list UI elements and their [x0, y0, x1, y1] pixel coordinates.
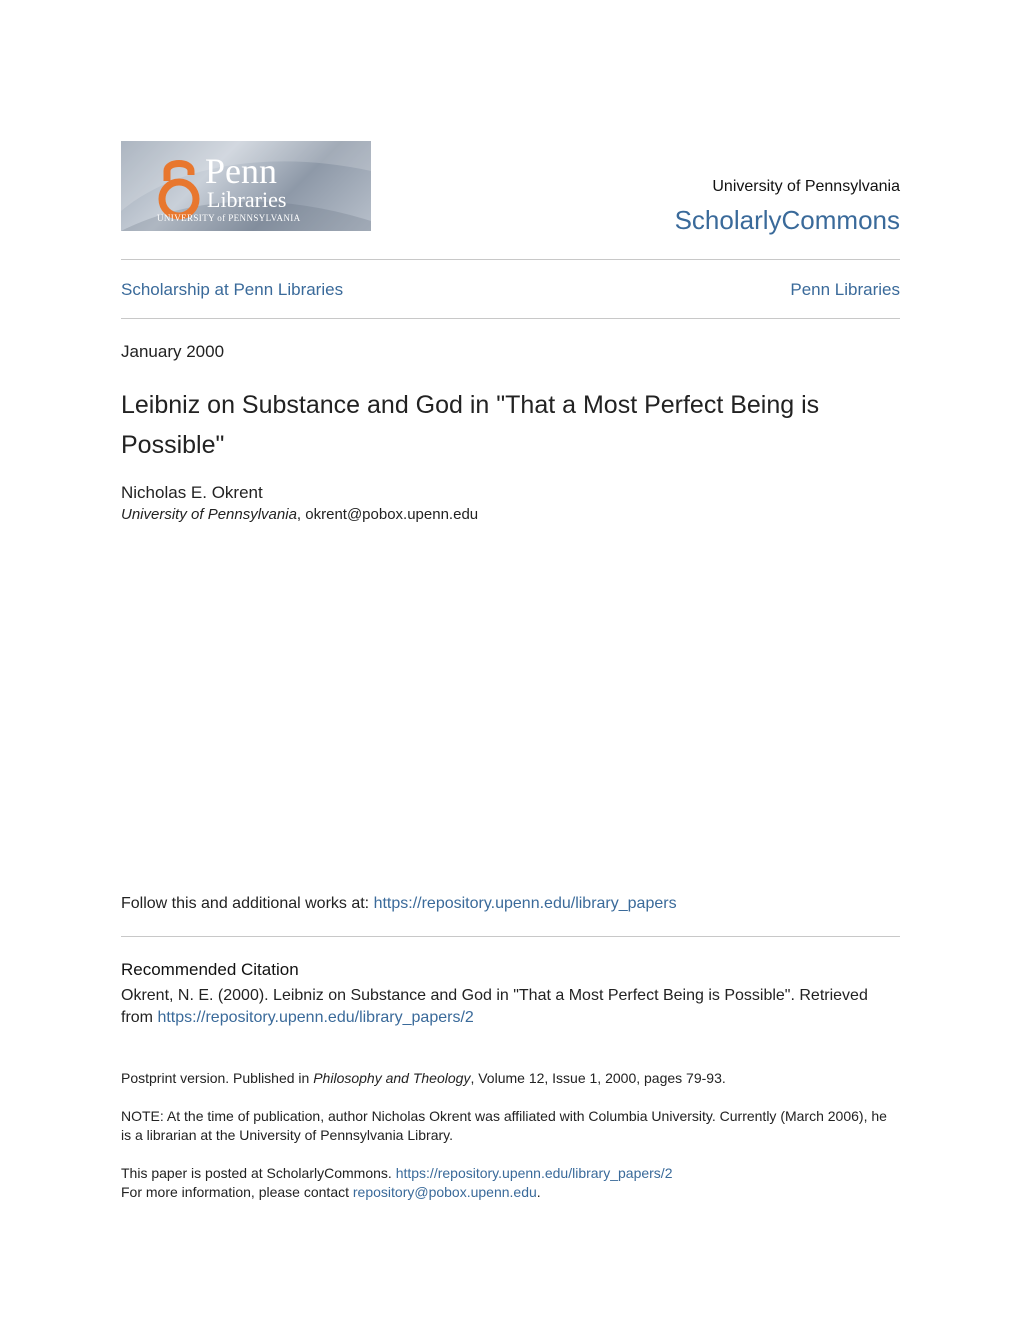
article-title: Leibniz on Substance and God in "That a Most Perfect Being is Possible"	[121, 391, 820, 459]
citation-url-link[interactable]: https://repository.upenn.edu/library_papers/2	[157, 1009, 474, 1026]
logo-word-university: UNIVERSITY of PENNSYLVANIA	[157, 213, 301, 223]
posted-url-link[interactable]: https://repository.upenn.edu/library_papers/2	[395, 1165, 673, 1181]
collection-link[interactable]: Scholarship at Penn Libraries	[121, 280, 344, 299]
author-affiliation	[121, 506, 478, 523]
follow-url-link[interactable]: https://repository.upenn.edu/library_papers	[373, 895, 677, 912]
posted-prefix: This paper is posted at ScholarlyCommons.	[121, 1165, 396, 1181]
publication-date: January 2000	[121, 342, 225, 361]
contact-suffix: .	[536, 1184, 541, 1200]
divider-top	[121, 259, 900, 260]
divider-nav	[121, 318, 900, 319]
affiliation-separator: ,	[296, 506, 306, 523]
parent-collection-link[interactable]: Penn Libraries	[790, 280, 900, 299]
citation-text	[121, 985, 900, 1029]
follow-text: Follow this and additional works at:	[121, 895, 374, 912]
postprint-suffix: , Volume 12, Issue 1, 2000, pages 79-93.	[470, 1070, 726, 1086]
contact-prefix: For more information, please contact	[121, 1184, 353, 1200]
postprint-prefix: Postprint version. Published in	[121, 1070, 314, 1086]
contact-email-link[interactable]: repository@pobox.upenn.edu	[352, 1184, 537, 1200]
divider-citation	[121, 936, 900, 937]
journal-name: Philosophy and Theology	[313, 1070, 471, 1086]
contact-line	[121, 1183, 541, 1202]
penn-libraries-logo[interactable]	[121, 141, 371, 231]
citation-body: Okrent, N. E. (2000). Leibniz on Substance and God in "That a Most Perfect Being is Possible". Retrieved from	[121, 987, 868, 1026]
follow-line	[121, 895, 677, 913]
author-email: okrent@pobox.upenn.edu	[305, 506, 479, 523]
postprint-note	[121, 1070, 726, 1086]
author-name: Nicholas E. Okrent	[121, 483, 263, 502]
logo-word-libraries: Libraries	[207, 187, 287, 212]
scholarlycommons-link[interactable]: ScholarlyCommons	[674, 205, 900, 235]
posted-line	[121, 1164, 672, 1183]
affiliation-institution: University of Pennsylvania	[121, 506, 297, 523]
affiliation-note: NOTE: At the time of publication, author Nicholas Okrent was affiliated with Columbia University. Currently (March 2006), he is a librarian at the University of Pennsylvania Library.	[121, 1108, 887, 1143]
institution-name: University of Pennsylvania	[712, 178, 900, 195]
logo-word-penn: Penn	[205, 151, 277, 191]
citation-heading: Recommended Citation	[121, 960, 299, 979]
